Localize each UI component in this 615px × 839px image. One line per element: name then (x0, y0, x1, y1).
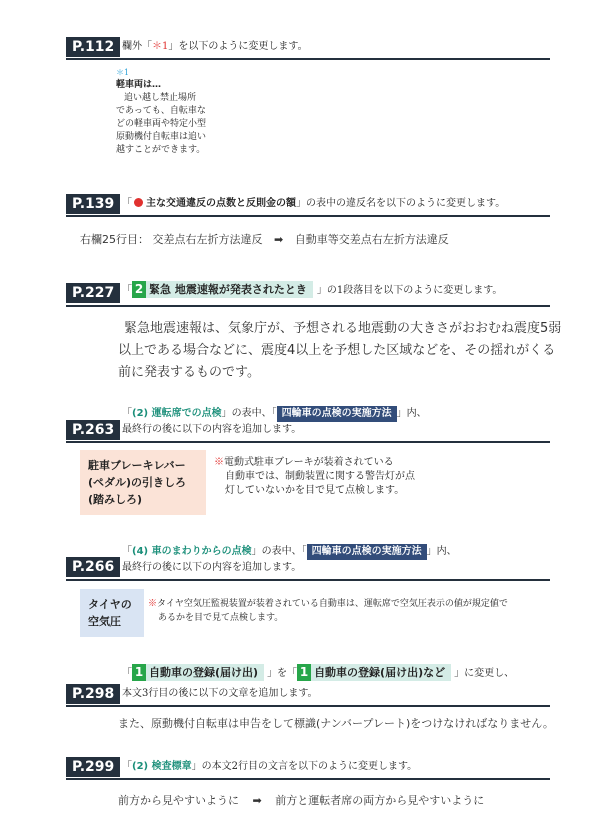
note-line: 電動式駐車ブレーキが装着されている (224, 457, 394, 468)
section-heading: (2) 検査標章 (132, 761, 192, 772)
margin-note (116, 68, 226, 157)
note-line: どの軽車両や特定小型 (116, 119, 207, 129)
section-heading: 緊急 地震速報が発表されたとき (149, 283, 307, 296)
page-badge: P.263 (66, 420, 120, 440)
body-line: 緊急地震速報は、気象庁が、予想される地震動の大きさがおおむね震度5弱 (124, 321, 562, 336)
section-heading: (4) 車のまわりからの点検 (132, 546, 252, 557)
added-note (214, 456, 415, 498)
old-heading-box (132, 664, 264, 681)
note-line: 追い越し禁止場所 (124, 93, 197, 103)
red-dot-icon (134, 198, 143, 207)
section-rule (66, 58, 550, 60)
old-heading: 自動車の登録(届け出) (149, 666, 259, 679)
note-line: 灯していないかを目で見て点検します。 (225, 485, 405, 496)
section-rule (66, 778, 550, 780)
new-heading: 自動車の登録(届け出)など (314, 666, 446, 679)
note-line: 原動機付自転車は追い (116, 132, 207, 142)
new-text: 前方と運転者席の両方から見やすいように (275, 794, 485, 807)
section-number: 2 (132, 281, 146, 298)
note-line: 自動車では、制動装置に関する警告灯が点 (225, 471, 415, 482)
note-line: であっても、自転車な (116, 106, 206, 116)
section-heading-box (132, 281, 313, 298)
note-line: あるかを目で見て点検します。 (158, 613, 284, 623)
body-line: 以上である場合などに、震度4以上を予想した区域などを、その揺れがくる (118, 343, 556, 358)
table-label-box: 四輪車の点検の実施方法 (307, 544, 427, 560)
note-line: タイヤ空気圧監視装置が装着されている自動車は、運転席で空気圧表示の値が規定値で (157, 599, 508, 609)
item-label-line: (ペダル)の引きしろ (88, 476, 187, 489)
section-instruction: 「 1 自動車の登録(届け出) 」を「 1 自動車の登録(届け出)など 」に変更し、 (122, 665, 515, 679)
new-text: 自動車等交差点右左折方法違反 (294, 233, 449, 246)
note-marker: ※ (214, 457, 224, 468)
table-label-box: 四輪車の点検の実施方法 (277, 406, 397, 422)
section-instruction-line2: 本文3行目の後に以下の文章を追加します。 (122, 688, 318, 699)
item-label-line: 空気圧 (88, 615, 121, 628)
section-heading: 主な交通違反の点数と反則金の額 (146, 198, 296, 209)
footnote-marker: ＊1 (152, 41, 169, 52)
section-rule (66, 579, 550, 581)
section-instruction: 「 2 緊急 地震速報が発表されたとき 」の1段落目を以下のように変更します。 (122, 282, 503, 296)
section-rule (66, 441, 550, 443)
page-badge: P.299 (66, 757, 120, 777)
old-text: 交差点右左折方法違反 (152, 233, 263, 246)
arrow-right-icon: ➡ (252, 794, 262, 807)
change-line (118, 793, 484, 809)
old-text: 前方から見やすいように (118, 794, 239, 807)
item-label-box (80, 450, 206, 515)
replacement-body (118, 318, 561, 384)
note-line: 越すことができます。 (116, 145, 206, 155)
section-number: 1 (132, 664, 146, 681)
section-instruction: 「 主な交通違反の点数と反則金の額」の表中の違反名を以下のように変更します。 (122, 198, 506, 209)
item-label-line: 駐車ブレーキレバー (88, 459, 186, 472)
section-rule (66, 305, 550, 307)
note-marker: ＊1 (116, 68, 130, 77)
body-line: 前に発表するものです。 (118, 365, 260, 380)
change-line (80, 232, 449, 248)
page-badge: P.139 (66, 194, 120, 214)
row-label: 右欄25行目： (80, 233, 149, 246)
section-rule (66, 215, 550, 217)
section-instruction: 「(2) 運転席での点検」の表中、「 四輪車の点検の実施方法 」内、 (122, 406, 427, 422)
page-badge: P.112 (66, 37, 120, 57)
page-badge: P.298 (66, 684, 120, 704)
new-heading-box (297, 664, 451, 681)
section-rule (66, 705, 550, 707)
section-instruction: 「(4) 車のまわりからの点検」の表中、「 四輪車の点検の実施方法 」内、 (122, 544, 457, 560)
section-instruction: 欄外「＊1」を以下のように変更します。 (122, 41, 308, 52)
added-body: また、原動機付自転車は申告をして標識(ナンバープレート)をつけなければなりません。 (118, 717, 554, 730)
section-heading: (2) 運転席での点検 (132, 408, 222, 419)
arrow-right-icon: ➡ (274, 233, 284, 246)
section-instruction-line2: 最終行の後に以下の内容を追加します。 (122, 424, 302, 435)
note-title: 軽車両は… (116, 80, 162, 90)
section-number: 1 (297, 664, 311, 681)
item-label-line: タイヤの (88, 598, 132, 611)
added-note (148, 597, 508, 625)
page-badge: P.227 (66, 283, 120, 303)
item-label-box (80, 589, 144, 637)
note-marker: ※ (148, 599, 158, 609)
section-instruction-line2: 最終行の後に以下の内容を追加します。 (122, 562, 302, 573)
page-badge: P.266 (66, 557, 120, 577)
section-instruction: 「(2) 検査標章」の本文2行目の文言を以下のように変更します。 (122, 761, 418, 772)
item-label-line: (踏みしろ) (88, 493, 143, 506)
